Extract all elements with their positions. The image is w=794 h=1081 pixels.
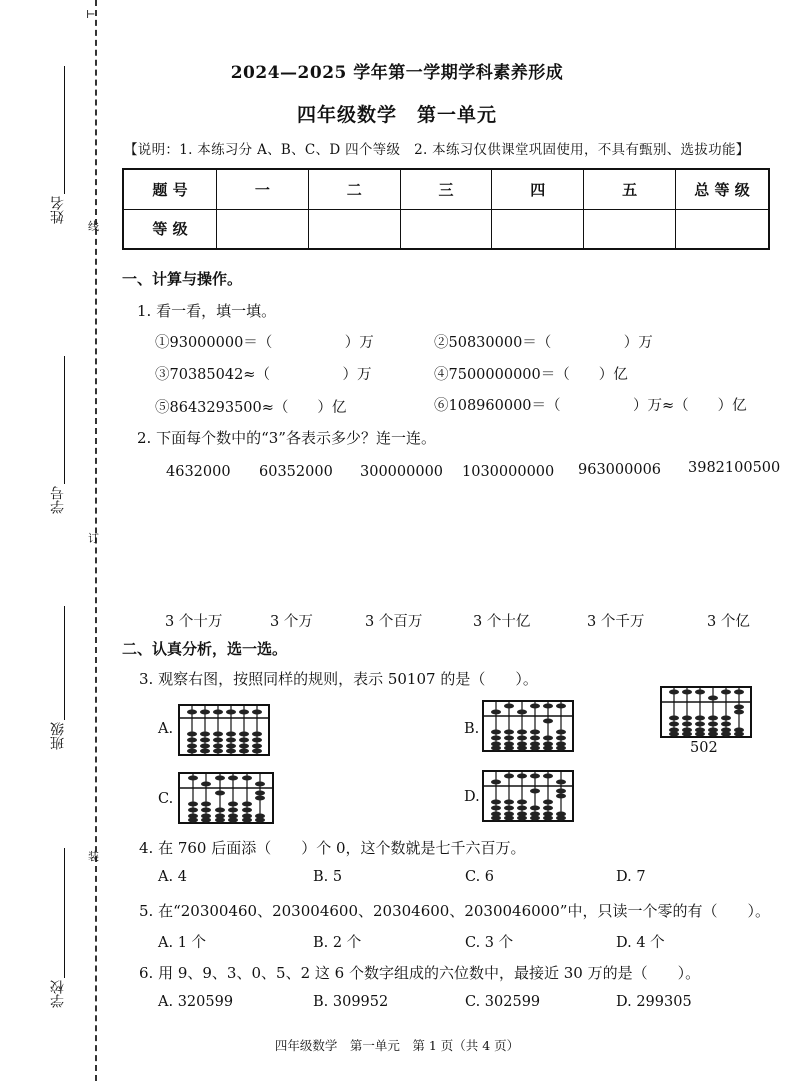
name-label: 姓名: [50, 196, 66, 224]
school-field[interactable]: [64, 848, 65, 978]
grade-cell[interactable]: [492, 209, 584, 249]
q6-option[interactable]: B. 309952: [313, 994, 389, 1010]
q2-number[interactable]: 4632000: [166, 464, 231, 480]
grade-table-header: 一: [217, 169, 309, 209]
section1-heading: 一、计算与操作。: [122, 270, 243, 288]
abacus-example-label: 502: [690, 740, 718, 756]
class-field[interactable]: [64, 606, 65, 720]
q6-option[interactable]: D. 299305: [616, 994, 692, 1010]
grade-cell[interactable]: [584, 209, 676, 249]
class-label: 班级: [50, 722, 66, 750]
grade-cell[interactable]: [217, 209, 309, 249]
q1-item: ⑤8643293500≈（ ）亿: [155, 400, 347, 416]
q2-number[interactable]: 300000000: [360, 464, 444, 480]
exam-note: 【说明：1. 本练习分 A、B、C、D 四个等级 2. 本练习仅供课堂巩固使用，不具有甄别、选拔功能】: [124, 142, 750, 158]
student-number-label: 学号: [50, 486, 66, 514]
q6-option[interactable]: C. 302599: [465, 994, 541, 1010]
q2-answer[interactable]: 3 个百万: [365, 614, 423, 630]
binding-zhuang-label: 装: [88, 850, 99, 863]
abacus-d-icon[interactable]: [482, 770, 574, 822]
q2-number[interactable]: 963000006: [578, 462, 662, 478]
q2-answer[interactable]: 3 个万: [270, 614, 313, 630]
grade-table-header: 题 号: [123, 169, 217, 209]
q6-option[interactable]: A. 320599: [158, 994, 234, 1010]
name-field[interactable]: [64, 66, 65, 194]
abacus-b-icon[interactable]: [482, 700, 574, 752]
q1-stem: 1. 看一看，填一填。: [137, 302, 277, 320]
page-footer: 四年级数学 第一单元 第 1 页（共 4 页）: [274, 1038, 520, 1053]
q4-option[interactable]: C. 6: [465, 869, 495, 885]
q5-option[interactable]: D. 4 个: [616, 935, 665, 951]
q1-item: ④7500000000＝（ ）亿: [434, 367, 628, 383]
q4-stem: 4. 在 760 后面添（ ）个 0，这个数就是七千六百万。: [139, 839, 526, 857]
student-number-field[interactable]: [64, 356, 65, 484]
q2-answer[interactable]: 3 个千万: [587, 614, 645, 630]
q1-item: ⑥108960000＝（ ）万≈（ ）亿: [434, 398, 747, 414]
exam-title: 2024—2025 学年第一学期学科素养形成: [230, 63, 564, 83]
school-label: 学校: [50, 980, 66, 1008]
q3-option-b[interactable]: B.: [464, 721, 480, 737]
q2-answer[interactable]: 3 个亿: [707, 614, 750, 630]
q1-item: ①93000000＝（ ）万: [155, 335, 374, 351]
q3-option-d[interactable]: D.: [464, 789, 480, 805]
q5-stem: 5. 在“20300460、203004600、20304600、2030046000”中，只读一个零的有（ ）。: [139, 902, 770, 920]
grade-table-header: 五: [584, 169, 676, 209]
q4-option[interactable]: A. 4: [158, 869, 187, 885]
q2-answer[interactable]: 3 个十万: [165, 614, 223, 630]
q4-option[interactable]: D. 7: [616, 869, 646, 885]
abacus-c-icon[interactable]: [178, 772, 274, 824]
grade-table-header: 四: [492, 169, 584, 209]
q2-stem: 2. 下面每个数中的“3”各表示多少？连一连。: [137, 429, 436, 447]
q5-option[interactable]: A. 1 个: [158, 935, 207, 951]
grade-cell[interactable]: [676, 209, 770, 249]
q6-stem: 6. 用 9、9、3、0、5、2 这 6 个数字组成的六位数中，最接近 30 万的是（ ）。: [139, 964, 701, 982]
q3-option-c[interactable]: C.: [158, 791, 174, 807]
exam-subtitle: 四年级数学 第一单元: [296, 104, 497, 126]
section2-heading: 二、认真分析，选一选。: [122, 640, 288, 658]
grade-table-header: 二: [308, 169, 400, 209]
grade-row-label: 等 级: [123, 209, 217, 249]
abacus-a-icon[interactable]: [178, 704, 270, 756]
q3-option-a[interactable]: A.: [158, 721, 174, 737]
grade-table: [122, 168, 770, 250]
q1-item: ③70385042≈（ ）万: [155, 367, 372, 383]
binding-mark: ⊢: [86, 8, 96, 21]
binding-ding-label: 订: [88, 532, 99, 545]
q5-option[interactable]: C. 3 个: [465, 935, 514, 951]
abacus-example-icon: [660, 686, 752, 738]
q1-item: ②50830000＝（ ）万: [434, 335, 653, 351]
q4-option[interactable]: B. 5: [313, 869, 343, 885]
q2-answer[interactable]: 3 个十亿: [473, 614, 531, 630]
grade-table-header: 总 等 级: [676, 169, 770, 209]
grade-cell[interactable]: [308, 209, 400, 249]
q2-number[interactable]: 3982100500: [688, 460, 781, 476]
q2-number[interactable]: 60352000: [259, 464, 333, 480]
q5-option[interactable]: B. 2 个: [313, 935, 362, 951]
q2-number[interactable]: 1030000000: [462, 464, 555, 480]
grade-table-header: 三: [400, 169, 492, 209]
binding-line-label: 线: [88, 220, 99, 233]
grade-cell[interactable]: [400, 209, 492, 249]
q3-stem: 3. 观察右图，按照同样的规则，表示 50107 的是（ ）。: [139, 670, 538, 688]
